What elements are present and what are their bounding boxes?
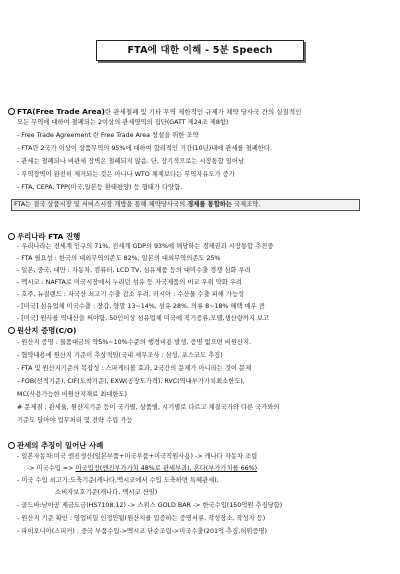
list-item: MC(사용가능한 비원산지재료 최대한도) (17, 391, 127, 398)
list-item: - 관세는 철폐되나 비관세 장벽은 철폐되지 않음. 단, 장기적으로는 시장통합 일어남 (17, 158, 245, 165)
list-item: - 원산지 기준 확인 : 영업비밀 인정안됨(원산지를 입증하는 증명서류, 작성장소, 작성자 등) (17, 515, 266, 522)
list-item: - 골드바:남아공 제금도금(HS7108.12) -> 스위스 GOLD BAR -> 한국수입(150억원 추징당함) (17, 502, 283, 509)
summary-text-a: FTA는 결국 상품시장 및 서비스시장 개방을 통해 체약당사국의 (14, 201, 188, 208)
list-item: - FOB(선적기준), CIF(도착기준), EXW(공장도가격), RVC(역내부가가치최소한도), (17, 378, 245, 385)
list-item: - 일본자동차:미국 엔진생산(일본부품+미국부품+미국직원사용) -> 캐나다 자동차 조립 (17, 453, 258, 460)
list-item: - [미국] 섬유업체 미국수출 : 장갑, 양말 13~14%, 섬유 28%, 의류 8~18% 혜택 매우 큼 (17, 303, 265, 310)
fta-definition-text: 란 관세철폐 및 기타 무역 제한적인 규제가 체약 당사국 간의 실질적인 (104, 108, 302, 116)
list-item-text: -> 미국수입 => (17, 465, 76, 472)
list-item: 모든 무역에 대하여 철폐되는 2이상의 관세영역의 집단(GATT 제24조 제8항) (17, 119, 229, 126)
list-item: - 파이오니아(스피커) : 중국 부품수입->멕시코 단순조립->미국수출(201억 추징,허위증명) (17, 528, 267, 535)
list-item: - FTA 및 원산지기준의 복잡성 : 스파게티볼 효과, 2국간의 문제가 아니라는 것이 문제 (17, 365, 252, 372)
fta-term: FTA(Free Trade Area) (17, 107, 105, 116)
list-item (17, 465, 257, 473)
circle-bullet-icon (8, 327, 15, 334)
section-heading-text: 관세의 추징이 일어난 사례 (17, 441, 104, 450)
section-fta-definition-heading (8, 107, 301, 116)
list-item: - 우리나라는 전세계 인구의 71%, 전세계 GDP의 93%에 해당하는 경제권과 시장통합 추진중 (17, 243, 274, 250)
section-tariff-cases-heading (8, 440, 103, 451)
list-item: # 문제점 : 관세율, 원산지기준 등이 국가별, 상품별, 시기별로 다르고 체결국가와 다른 국가와의 (17, 404, 280, 411)
list-item: - 협약내용에 원산지 기준이 추상적임(국내 세무조사 : 삼성, 포스코도 추징) (17, 352, 223, 359)
circle-bullet-icon (8, 442, 15, 449)
underlined-text: 미국입장(엔진부가가치 48%로 관세부과), 혼다(부가가치를 66%) (75, 465, 258, 472)
circle-bullet-icon (8, 233, 15, 240)
list-item: - Free Trade Agreement 란 Free Trade Area 창설을 위한 조약 (17, 132, 199, 139)
list-item: 소비자보호기준(캐나다, 멕시코 산임) (17, 489, 158, 496)
list-item: - 멕시코 : NAFTA로 미국시장에서 누리던 섬유 등 자국제품의 비교 우위 약화 우려 (17, 279, 243, 286)
list-item: - 미국 수입 쇠고기:도축기준(캐나다,멕시코에서 수입 도축하면 특혜관세), (17, 477, 219, 484)
circle-bullet-icon (8, 108, 15, 115)
page-title: FTA에 대한 이해 - 5분 Speech (96, 40, 304, 61)
list-item: - 무역장벽이 완전히 제거되는 것은 아니나 WTO 체제보다는 무역자유도가 증가 (17, 171, 235, 178)
list-item: - FTA 필요성 : 한국의 대외무역의존도 82%, 일본의 대외무역의존도 25% (17, 255, 221, 262)
list-item: - FTA란 2국가 이상이 상품무역의 95%에 대하여 합리적인 기간(10년)내에 관세를 철폐한다. (17, 145, 272, 152)
list-item: - 호주, 뉴질랜드 : 자국산 쇠고기 수출 감소 우려, 러시아 : 수산물 수출 피해 가능성 (17, 291, 245, 298)
list-item: - [미국] 원사를 역내산을 써야함, 50인이상 섬유업체 미국에 직기증류,모델,생산량까지 보고 (17, 315, 270, 322)
section-origin-cert-heading (8, 325, 76, 336)
summary-box (11, 199, 360, 211)
list-item: - 일본, 중국, 대만 : 자동차, 컴퓨터, LCD TV, 섬유제품 등의 대미수출 경쟁 심화 우려 (17, 267, 251, 274)
summary-text-c: 국제조약. (231, 201, 261, 208)
section-korea-fta-heading (8, 231, 80, 242)
summary-highlight: 경제를 통합하는 (187, 201, 232, 208)
list-item: 기준도 달아야 업무처리 및 전략 수립 가능 (17, 417, 133, 424)
list-item: - FTA, CEPA, TPP(미국,일본등 환태평양) 등 형태가 다양함. (17, 184, 183, 191)
list-item: - 원산지 증명 : 물품대금의 약5%~10%수준의 행정비용 발생, 증명 없으면 비원산지. (17, 339, 252, 346)
section-heading-text: 원산지 증명(C/O) (17, 326, 77, 335)
section-heading-text: 우리나라 FTA 진행 (17, 232, 81, 241)
